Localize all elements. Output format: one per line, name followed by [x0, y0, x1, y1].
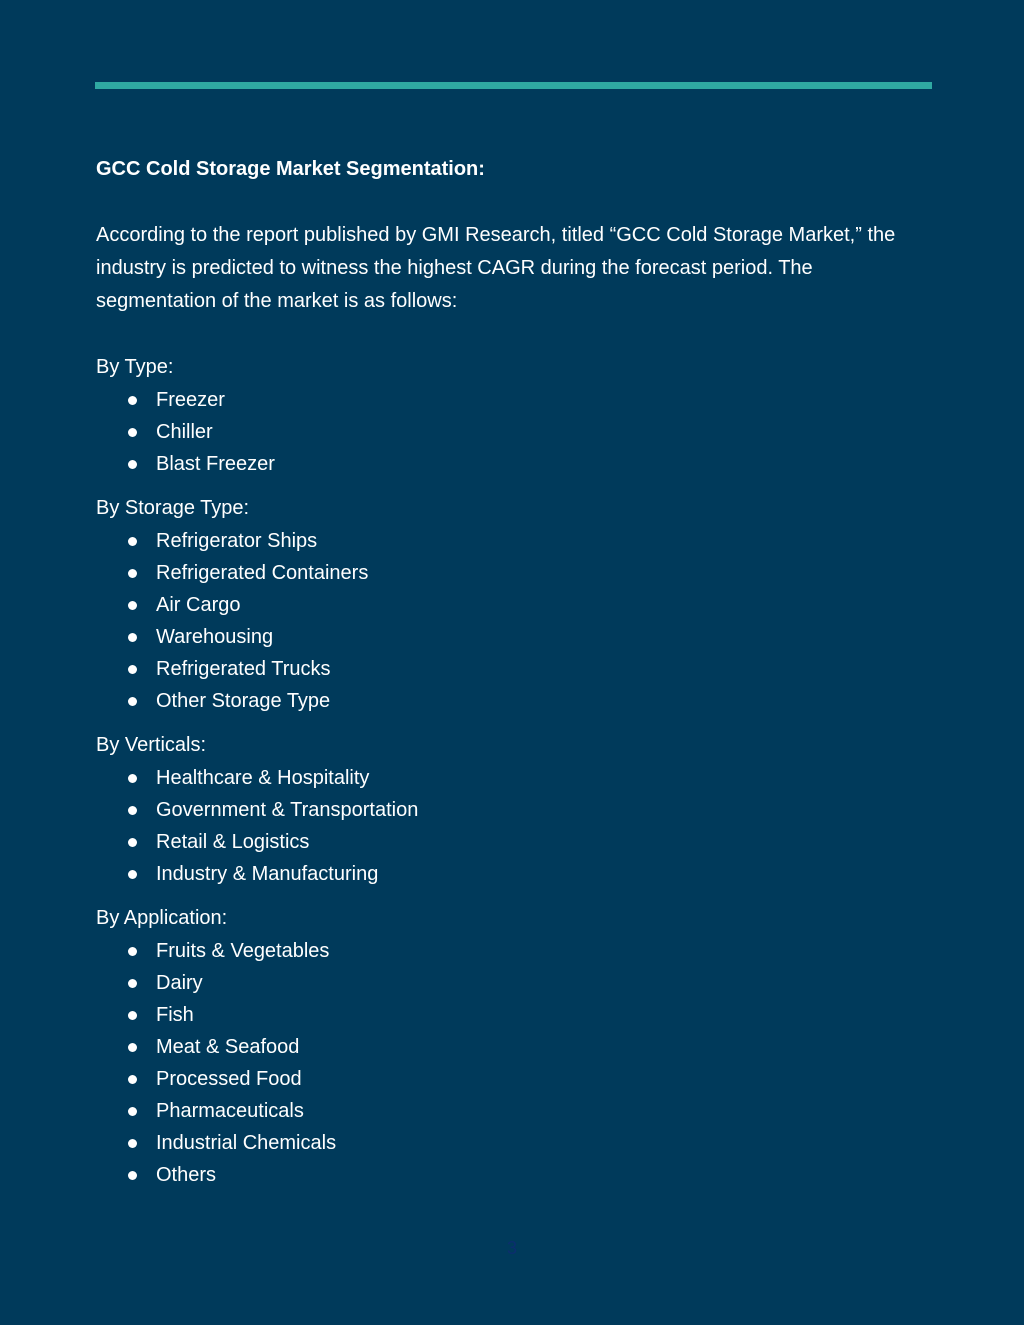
list-item: Fruits & Vegetables — [96, 935, 936, 967]
bullet-icon — [128, 428, 137, 437]
bullet-icon — [128, 396, 137, 405]
list-item: Healthcare & Hospitality — [96, 762, 936, 794]
segment-by-storage-type — [96, 492, 936, 717]
bullet-icon — [128, 1075, 137, 1084]
list-item: Air Cargo — [96, 589, 936, 621]
list-item: Industry & Manufacturing — [96, 858, 936, 890]
section-heading: GCC Cold Storage Market Segmentation: — [96, 158, 485, 180]
bullet-icon — [128, 1139, 137, 1148]
bullet-icon — [128, 601, 137, 610]
list-item: Blast Freezer — [96, 448, 936, 480]
list-item: Warehousing — [96, 621, 936, 653]
bullet-icon — [128, 537, 137, 546]
list-item: Others — [96, 1159, 936, 1191]
bullet-icon — [128, 1107, 137, 1116]
list-item: Refrigerated Trucks — [96, 653, 936, 685]
intro-paragraph: According to the report published by GMI Research, titled “GCC Cold Storage Market,” the industry is predicted to witness the highest CAGR during the forecast period. The segmentation of the market is as follows: — [96, 224, 896, 312]
document-body — [96, 153, 936, 1191]
list-item: Refrigerator Ships — [96, 525, 936, 557]
bullet-icon — [128, 460, 137, 469]
bullet-icon — [128, 569, 137, 578]
bullet-icon — [128, 697, 137, 706]
bullet-icon — [128, 806, 137, 815]
page-number: 3 — [506, 1238, 517, 1258]
list-item: Retail & Logistics — [96, 826, 936, 858]
segment-label: By Storage Type: — [96, 497, 250, 519]
segment-label: By Verticals: — [96, 734, 207, 756]
segment-list — [96, 762, 936, 890]
segment-list — [96, 384, 936, 480]
list-item: Government & Transportation — [96, 794, 936, 826]
list-item: Pharmaceuticals — [96, 1095, 936, 1127]
bullet-icon — [128, 1043, 137, 1052]
segment-list — [96, 935, 936, 1191]
list-item: Dairy — [96, 967, 936, 999]
bullet-icon — [128, 633, 137, 642]
bullet-icon — [128, 1171, 137, 1180]
segment-list — [96, 525, 936, 717]
list-item: Processed Food — [96, 1063, 936, 1095]
bullet-icon — [128, 774, 137, 783]
segment-label: By Application: — [96, 907, 228, 929]
bullet-icon — [128, 947, 137, 956]
list-item: Meat & Seafood — [96, 1031, 936, 1063]
list-item: Industrial Chemicals — [96, 1127, 936, 1159]
bullet-icon — [128, 665, 137, 674]
list-item: Fish — [96, 999, 936, 1031]
list-item: Other Storage Type — [96, 685, 936, 717]
segment-by-verticals — [96, 729, 936, 890]
bullet-icon — [128, 979, 137, 988]
bullet-icon — [128, 838, 137, 847]
bullet-icon — [128, 870, 137, 879]
list-item: Refrigerated Containers — [96, 557, 936, 589]
top-accent-rule — [95, 82, 932, 89]
segment-label: By Type: — [96, 356, 174, 378]
segment-by-type — [96, 351, 936, 480]
segment-by-application — [96, 902, 936, 1191]
bullet-icon — [128, 1011, 137, 1020]
list-item: Freezer — [96, 384, 936, 416]
list-item: Chiller — [96, 416, 936, 448]
